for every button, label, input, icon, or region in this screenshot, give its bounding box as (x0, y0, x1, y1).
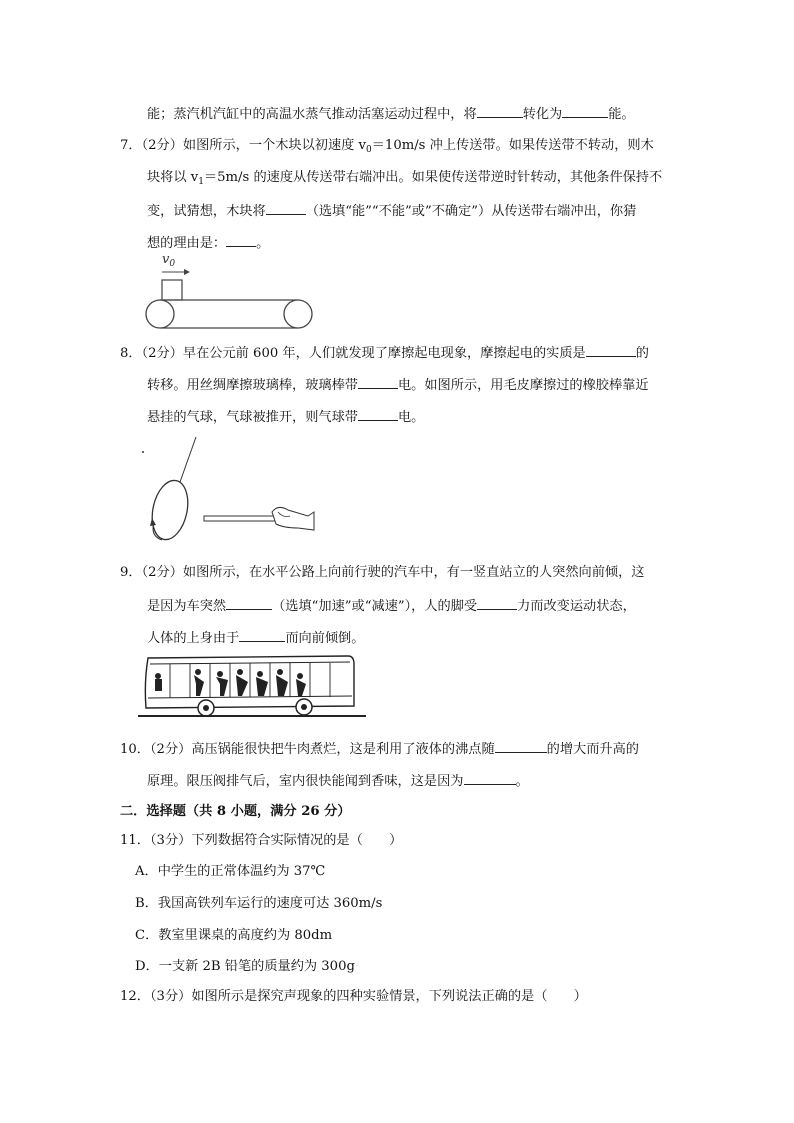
q11-option-c[interactable]: C．教室里课桌的高度约为 80dm (135, 928, 333, 943)
answer-blank[interactable] (226, 232, 256, 247)
answer-blank[interactable] (477, 595, 517, 610)
answer-blank[interactable] (226, 595, 272, 610)
q8-line-3: 悬挂的气球，气球被推开，则气球带 电。 (147, 406, 424, 428)
answer-blank[interactable] (358, 374, 398, 389)
q9-line-3: 人体的上身由于 而向前倾倒。 (147, 627, 364, 649)
velocity-label: $v_0$ (162, 252, 176, 269)
q11-option-b[interactable]: B．我国高铁列车运行的速度可达 360m/s (135, 896, 383, 911)
q7-line-4: 想的理由是： 。 (147, 232, 269, 254)
q10-line-1: 10．（2分）高压锅能很快把牛肉煮烂，这是利用了液体的沸点随 的增大而升高的 (120, 738, 639, 760)
answer-blank[interactable] (266, 200, 306, 215)
q7-line-3: 变，试猜想，木块将 （选填“能”“不能”或”不确定”）从传送带右端冲出，你猜 (147, 200, 636, 222)
q9-line-1: 9．（2分）如图所示，在水平公路上向前行驶的汽车中，有一竖直站立的人突然向前倾，这 (120, 565, 645, 580)
q8-line-1: 8．（2分）早在公元前 600 年，人们就发现了摩擦起电现象，摩擦起电的实质是 的 (120, 342, 649, 364)
q9-line-2: 是因为车突然 （选填“加速”或“减速”），人的脚受 力而改变运动状态， (147, 595, 636, 617)
answer-blank[interactable] (562, 103, 608, 118)
answer-blank[interactable] (239, 627, 285, 642)
q11-option-a[interactable]: A．中学生的正常体温约为 37℃ (135, 864, 326, 879)
section-heading: 二．选择题（共 8 小题，满分 26 分） (120, 804, 351, 819)
q7-line-2: 块将以 $v_1=5m/s$ 的速度从传送带右端冲出。如果使传送带逆时针转动，其他条件保持不 (147, 170, 663, 187)
bus-diagram (138, 652, 368, 720)
answer-blank[interactable] (464, 770, 516, 785)
balloon-rod-figure (138, 432, 323, 544)
q10-line-2: 原理。限压阀排气后，室内很快能闻到香味，这是因为 。 (147, 770, 529, 792)
q8-line-2: 转移。用丝绸摩擦玻璃棒，玻璃棒带 电。如图所示，用毛皮摩擦过的橡胶棒靠近 (147, 374, 649, 396)
q12-stem: 12．（3分）如图所示是探究声现象的四种实验情景，下列说法正确的是（ ） (120, 989, 587, 1004)
conveyor-belt-figure (140, 252, 320, 337)
bus-figure (138, 652, 368, 720)
q6-line: 能；蒸汽机汽缸中的高温水蒸气推动活塞运动过程中，将 转化为 能。 (147, 103, 635, 125)
q7-line-1: 7．（2分）如图所示，一个木块以初速度 $v_0=10m/s$ 冲上传送带。如果传送带不转动，则木 (120, 138, 654, 155)
answer-blank[interactable] (358, 406, 398, 421)
answer-blank[interactable] (477, 103, 523, 118)
q11-option-d[interactable]: D．一支新 2B 铅笔的质量约为 300g (135, 959, 355, 974)
answer-blank[interactable] (586, 342, 636, 357)
answer-blank[interactable] (495, 738, 547, 753)
balloon-rod-diagram (138, 432, 323, 544)
q11-stem: 11．（3分）下列数据符合实际情况的是（ ） (120, 833, 403, 848)
